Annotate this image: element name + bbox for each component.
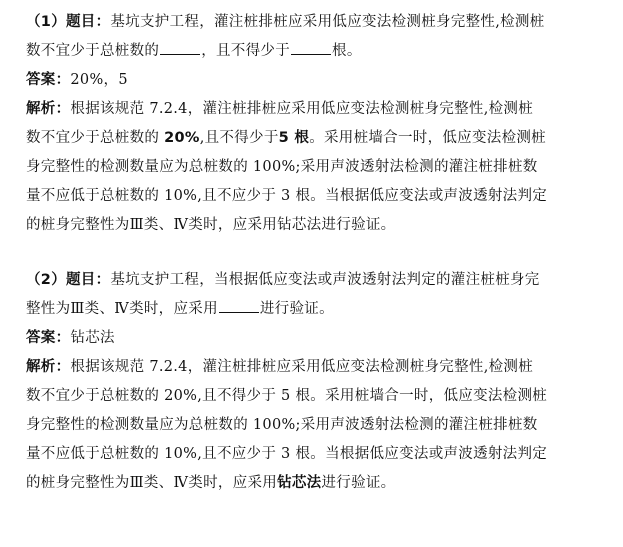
q2-analysis-text-3: 身完整性的检测数量应为总桩数的 100%;采用声波透射法检测的灌注桩排桩数 <box>26 417 538 433</box>
q1-question-text-2b: ，且不得少于 <box>201 43 291 59</box>
q1-analysis-text-2c: ,且不得少于 <box>199 130 279 146</box>
q1-number: （1） <box>26 14 66 30</box>
q2-analysis-text-4: 量不应低于总桩数的 10%,且不应少于 3 根。当根据低应变法或声波透射法判定 <box>26 446 548 462</box>
q2-answer-label: 答案： <box>26 330 71 346</box>
q1-analysis-highlight-percent: 20% <box>164 130 200 146</box>
q1-analysis-line-5 <box>26 211 615 240</box>
q1-analysis-text-1: 根据该规范 7.2.4，灌注桩排桩应采用低应变法检测桩身完整性,检测桩 <box>70 101 534 117</box>
q2-question-line-1 <box>26 266 615 295</box>
q1-answer-text: 20%，5 <box>70 72 128 88</box>
q1-blank-2 <box>291 40 331 55</box>
q1-analysis-highlight-count: 5 根 <box>278 130 310 146</box>
q1-question-label: 题目： <box>66 14 111 30</box>
q1-analysis-text-2e: 。采用桩墙合一时，低应变法检测桩 <box>309 130 546 146</box>
q1-analysis-text-2a: 数不宜少于总桩数的 <box>26 130 165 146</box>
q2-question-label: 题目： <box>66 272 111 288</box>
q2-answer-text: 钻芯法 <box>70 330 115 346</box>
q2-analysis-label: 解析： <box>26 359 71 375</box>
q1-analysis-line-4 <box>26 182 615 211</box>
q2-blank-1 <box>219 298 259 313</box>
q2-analysis-line-2 <box>26 382 615 411</box>
q1-question-text-2a: 数不宜少于总桩数的 <box>26 43 160 59</box>
q1-analysis-line-1 <box>26 95 615 124</box>
q2-analysis-line-3 <box>26 411 615 440</box>
q1-analysis-text-3: 身完整性的检测数量应为总桩数的 100%;采用声波透射法检测的灌注桩排桩数 <box>26 159 538 175</box>
q2-analysis-text-1: 根据该规范 7.2.4，灌注桩排桩应采用低应变法检测桩身完整性,检测桩 <box>70 359 534 375</box>
q2-question-line-2 <box>26 295 615 324</box>
q1-blank-1 <box>160 40 200 55</box>
section-gap <box>26 240 615 266</box>
q1-answer-label: 答案： <box>26 72 71 88</box>
q1-question-text-2c: 根。 <box>332 43 362 59</box>
q2-analysis-line-5 <box>26 469 615 498</box>
q2-analysis-line-1 <box>26 353 615 382</box>
q1-question-line-1 <box>26 8 615 37</box>
q2-number: （2） <box>26 272 66 288</box>
q1-question-line-2 <box>26 37 615 66</box>
q1-question-text-1: 基坑支护工程，灌注桩排桩应采用低应变法检测桩身完整性,检测桩 <box>110 14 545 30</box>
q1-analysis-text-5: 的桩身完整性为Ⅲ类、Ⅳ类时，应采用钻芯法进行验证。 <box>26 217 396 233</box>
q2-question-text-2a: 整性为Ⅲ类、Ⅳ类时，应采用 <box>26 301 218 317</box>
q1-analysis-text-4: 量不应低于总桩数的 10%,且不应少于 3 根。当根据低应变法或声波透射法判定 <box>26 188 548 204</box>
q2-answer-line <box>26 324 615 353</box>
q1-answer-line <box>26 66 615 95</box>
q2-question-text-1: 基坑支护工程，当根据低应变法或声波透射法判定的灌注桩桩身完 <box>110 272 540 288</box>
q2-analysis-line-4 <box>26 440 615 469</box>
q2-analysis-highlight-method: 钻芯法 <box>277 475 322 491</box>
q1-analysis-label: 解析： <box>26 101 71 117</box>
q2-analysis-text-5c: 进行验证。 <box>321 475 396 491</box>
q1-analysis-line-3 <box>26 153 615 182</box>
q1-analysis-line-2 <box>26 124 615 153</box>
q2-question-text-2b: 进行验证。 <box>259 301 334 317</box>
q2-analysis-text-2: 数不宜少于总桩数的 20%,且不得少于 5 根。采用桩墙合一时，低应变法检测桩 <box>26 388 548 404</box>
q2-analysis-text-5a: 的桩身完整性为Ⅲ类、Ⅳ类时，应采用 <box>26 475 278 491</box>
